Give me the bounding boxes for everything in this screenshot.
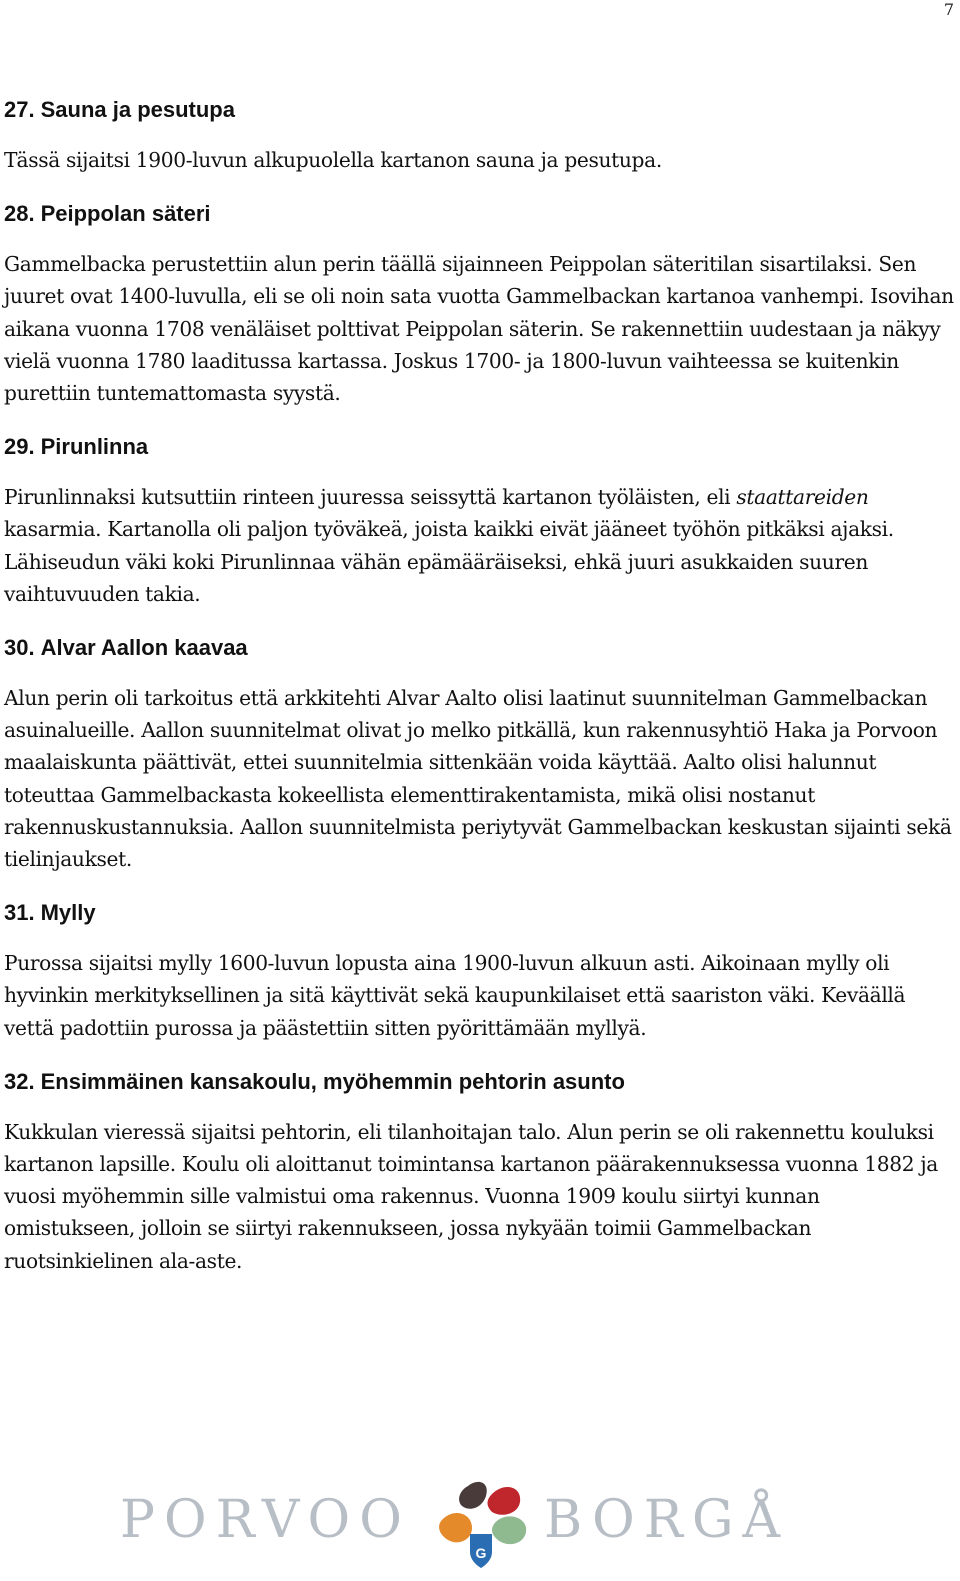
section-heading — [4, 897, 954, 929]
section-heading — [4, 1066, 954, 1098]
section-28 — [4, 198, 954, 409]
section-heading — [4, 94, 954, 126]
section-title: Alvar Aallon kaavaa — [40, 635, 248, 661]
flower-emblem-icon — [430, 1478, 540, 1570]
section-text-before: Pirunlinnaksi kutsuttiin rinteen juuressa seissyttä kartanon työläisten, eli — [4, 485, 737, 510]
section-number: 27. — [4, 97, 35, 122]
section-27 — [4, 94, 954, 176]
petal-orange — [439, 1513, 472, 1542]
section-text-italic: staattareiden — [736, 485, 869, 510]
section-text: Kukkulan vieressä sijaitsi pehtorin, eli tilanhoitajan talo. Alun perin se oli rakennettu kouluksi kartanon lapsille. Koulu oli aloittanut toimintansa kartanon päärakennuksessa vuonna 1882 ja vuosi myöhemmin sille valmistui oma rakennus. Vuonna 1909 koulu siirtyi kunnan omistukseen, jolloin se siirtyi rakennukseen, jossa nykyään toimii Gammelbackan ruotsinkielinen ala-aste. — [4, 1119, 938, 1273]
section-heading — [4, 632, 954, 664]
petal-dark — [459, 1482, 487, 1509]
section-title: Mylly — [40, 900, 96, 926]
section-text — [4, 481, 954, 610]
section-number: 31. — [4, 900, 35, 926]
porvoo-borga-logo — [120, 1478, 800, 1573]
section-title: Pirunlinna — [40, 434, 149, 460]
section-text-after: kasarmia. Kartanolla oli paljon työväkeä, joista kaikki eivät jääneet työhön pitkäksi ajaksi. Lähiseudun väki koki Pirunlinnaa vähän epämääräiseksi, ehkä juuri asukkaiden suuren vaihtuvuuden takia. — [4, 517, 894, 606]
section-text: Purossa sijaitsi mylly 1600-luvun lopusta aina 1900-luvun alkuun asti. Aikoinaan mylly oli hyvinkin merkityksellinen ja sitä käyttivät sekä kaupunkilaiset että saariston väki. Keväällä vettä padottiin purossa ja päästettiin sitten pyörittämään myllyä. — [4, 951, 906, 1040]
section-text: Gammelbacka perustettiin alun perin täällä sijainneen Peippolan säteritilan sisartilaksi. Sen juuret ovat 1400-luvulla, eli se oli noin sata vuotta Gammelbackan kartanoa vanhempi. Isovihan aikana vuonna 1708 venäläiset polttivat Peippolan säterin. Se rakennettiin uudestaan ja näkyy vielä vuonna 1780 laaditussa kartassa. Joskus 1700- ja 1800-luvun vaihteessa se kuitenkin purettiin tuntemattomasta syystä. — [4, 252, 954, 406]
page-number: 7 — [943, 0, 954, 19]
logo-word-porvoo: PORVOO — [120, 1490, 411, 1550]
petal-red — [488, 1487, 521, 1515]
section-29 — [4, 431, 954, 610]
section-31 — [4, 897, 954, 1044]
document-body — [4, 94, 954, 1299]
section-30 — [4, 632, 954, 875]
section-number: 32. — [4, 1068, 35, 1094]
section-32 — [4, 1066, 954, 1277]
logo-word-borga: BORGÅ — [544, 1490, 790, 1550]
section-text: Alun perin oli tarkoitus että arkkitehti Alvar Aalto olisi laatinut suunnitelman Gammelbackan asuinalueille. Aallon suunnitelmat olivat jo melko pitkällä, kun rakennusyhtiö Haka ja Porvoon maalaiskunta päättivät, ettei suunnitelmia sittenkään voida käyttää. Aalto olisi halunnut toteuttaa Gammelbackasta kokeellista elementtirakentamista, mikä olisi nostanut rakennuskustannuksia. Aallon suunnitelmista periytyvät Gammelbackan keskustan sijainti sekä tielinjaukset. — [4, 686, 952, 872]
petal-green — [492, 1516, 526, 1544]
section-title: Sauna ja pesutupa — [40, 97, 235, 122]
section-heading — [4, 431, 954, 463]
section-text: Tässä sijaitsi 1900-luvun alkupuolella kartanon sauna ja pesutupa. — [4, 148, 662, 172]
section-title: Ensimmäinen kansakoulu, myöhemmin pehtorin asunto — [40, 1068, 625, 1094]
section-title: Peippolan säteri — [40, 201, 211, 227]
section-heading — [4, 198, 954, 230]
section-number: 29. — [4, 434, 35, 460]
svg-text:G: G — [475, 1545, 487, 1561]
section-number: 30. — [4, 635, 35, 661]
section-number: 28. — [4, 201, 35, 227]
